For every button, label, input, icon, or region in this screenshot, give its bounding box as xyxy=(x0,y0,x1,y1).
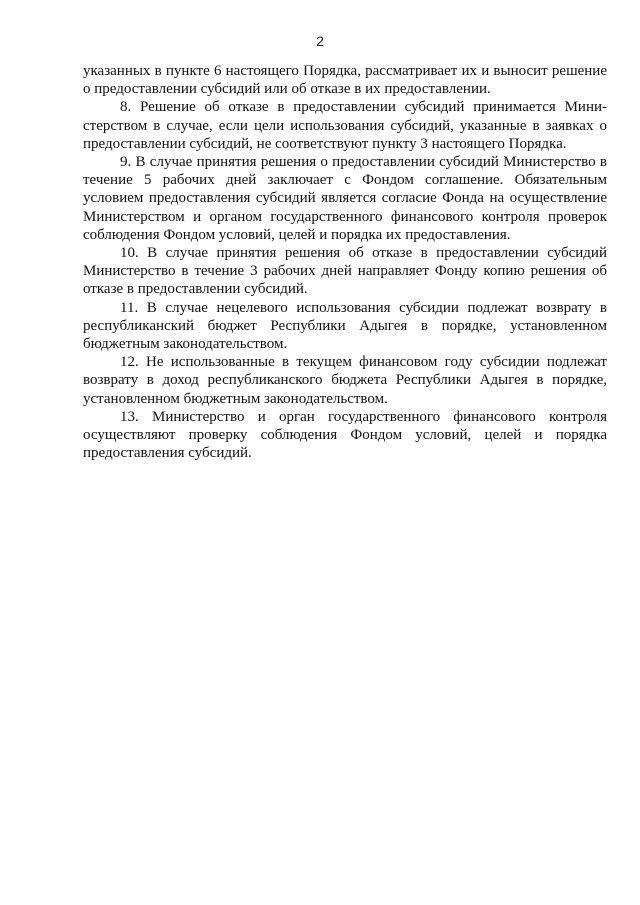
paragraph-item-9: 9. В случае принятия решения о предоставлении субсидий Министерство в течение 5 рабочих дней заключает с Фондом соглашение. Обязательным условием предоставления субсидий является согласие Фонда на осуществление Министерством и органом государственного финансового контроля проверок соблюдения Фондом условий, целей и порядка их предоставления. xyxy=(83,154,607,243)
paragraph-item-10: 10. В случае принятия решения об отказе в предоставлении субсидий Министерство в течение 3 рабочих дней направляет Фонду копию решения об отказе в предоставлении субсидий. xyxy=(83,245,607,298)
paragraph-item-13: 13. Министерство и орган государственного финансового контроля осуществляют проверку соблюдения Фондом условий, целей и порядка предоставления субсидий. xyxy=(83,408,607,462)
page-number: 2 xyxy=(316,33,324,49)
paragraph-item-8: 8. Решение об отказе в предоставлении субсидий принимается Министерством в случае, если цели использования субсидий, указанные в заявках о предоставлении субсидий, не соответствуют пункту 3 настоящего Порядка. xyxy=(83,99,607,152)
paragraph-item-12: 12. Не использованные в текущем финансовом году субсидии подлежат возврату в доход республиканского бюджета Республики Адыгея в порядке, установленном бюджетным законодательством. xyxy=(83,354,607,407)
document-body xyxy=(83,62,607,462)
paragraph-continuation: указанных в пункте 6 настоящего Порядка, рассматривает их и выносит решение о предоставлении субсидий или об отказе в их предоставлении. xyxy=(83,63,607,98)
paragraph-item-11: 11. В случае нецелевого использования субсидии подлежат возврату в республиканский бюджет Республики Адыгея в порядке, установленном бюджетным законодательством. xyxy=(83,299,607,353)
